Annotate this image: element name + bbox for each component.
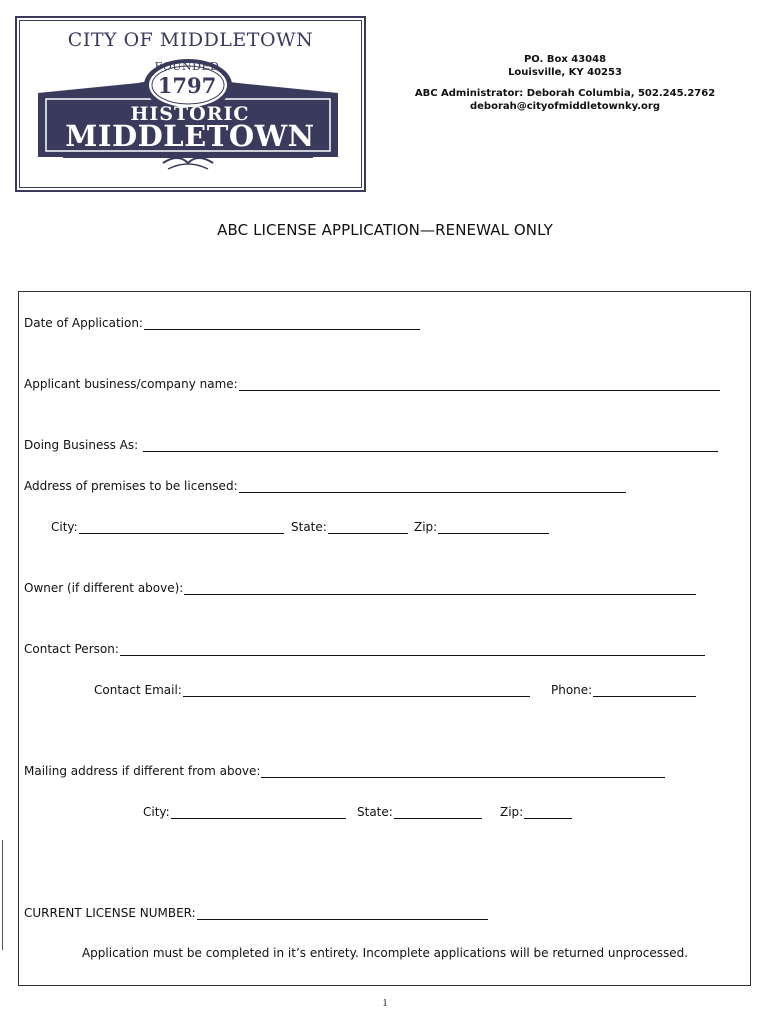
phone-line[interactable]: [593, 685, 696, 697]
contact-email-label: Contact Email:: [94, 683, 182, 697]
business-name-line[interactable]: [239, 379, 720, 391]
completion-notice: Application must be completed in it’s entirety. Incomplete applications will be returned unprocessed.: [81, 946, 689, 960]
mailing-state-field[interactable]: [357, 805, 482, 819]
mailing-state-line[interactable]: [394, 807, 482, 819]
contact-email-field[interactable]: [94, 683, 530, 697]
city-state-zip: Louisville, KY 40253: [508, 67, 622, 78]
premises-address-label: Address of premises to be licensed:: [24, 479, 238, 493]
date-of-application-line[interactable]: [144, 318, 420, 330]
contact-address-block: [400, 53, 730, 113]
administrator-line: ABC Administrator: Deborah Columbia, 502.245.2762: [414, 88, 716, 99]
premises-state-field[interactable]: [291, 520, 408, 534]
contact-person-field[interactable]: [24, 642, 705, 656]
dba-field[interactable]: [24, 438, 718, 452]
po-box: PO. Box 43048: [523, 54, 607, 65]
logo-middletown-text: MIDDLETOWN: [65, 119, 315, 153]
date-of-application-label: Date of Application:: [24, 316, 143, 330]
premises-city-field[interactable]: [51, 520, 284, 534]
margin-mark: [2, 840, 3, 950]
license-number-field[interactable]: [24, 906, 488, 920]
license-number-line[interactable]: [197, 908, 488, 920]
premises-city-label: City:: [51, 520, 78, 534]
page-title: ABC LICENSE APPLICATION—RENEWAL ONLY: [217, 221, 553, 239]
premises-city-line[interactable]: [79, 522, 284, 534]
business-name-field[interactable]: [24, 377, 720, 391]
dba-line[interactable]: [143, 440, 718, 452]
phone-field[interactable]: [551, 683, 696, 697]
mailing-city-field[interactable]: [143, 805, 346, 819]
mailing-city-label: City:: [143, 805, 170, 819]
owner-field[interactable]: [24, 581, 696, 595]
premises-zip-field[interactable]: [414, 520, 549, 534]
owner-label: Owner (if different above):: [24, 581, 184, 595]
mailing-city-line[interactable]: [171, 807, 346, 819]
premises-state-line[interactable]: [328, 522, 408, 534]
mailing-zip-field[interactable]: [500, 805, 572, 819]
phone-label: Phone:: [551, 683, 593, 697]
license-number-label: CURRENT LICENSE NUMBER:: [24, 906, 196, 920]
logo-year-text: 1797: [157, 73, 217, 98]
premises-address-line[interactable]: [239, 481, 626, 493]
logo-historic-text: HISTORIC: [130, 103, 250, 125]
mailing-zip-label: Zip:: [500, 805, 524, 819]
mailing-address-label: Mailing address if different from above:: [24, 764, 261, 778]
administrator-email: deborah@cityofmiddletownky.org: [469, 101, 661, 112]
contact-person-line[interactable]: [120, 644, 705, 656]
logo-city-title: CITY OF MIDDLETOWN: [67, 29, 314, 51]
mailing-zip-line[interactable]: [524, 807, 572, 819]
mailing-address-field[interactable]: [24, 764, 665, 778]
contact-email-line[interactable]: [183, 685, 530, 697]
premises-zip-line[interactable]: [438, 522, 549, 534]
logo-founded-text: FOUNDED: [154, 60, 220, 73]
business-name-label: Applicant business/company name:: [24, 377, 238, 391]
premises-state-label: State:: [291, 520, 327, 534]
dba-label: Doing Business As:: [24, 438, 143, 452]
premises-address-field[interactable]: [24, 479, 626, 493]
application-form-box: [18, 291, 751, 986]
date-of-application-field[interactable]: [24, 316, 420, 330]
mailing-state-label: State:: [357, 805, 393, 819]
premises-zip-label: Zip:: [414, 520, 438, 534]
mailing-address-line[interactable]: [261, 766, 665, 778]
owner-line[interactable]: [184, 583, 696, 595]
contact-person-label: Contact Person:: [24, 642, 119, 656]
page-number: 1: [382, 998, 388, 1009]
